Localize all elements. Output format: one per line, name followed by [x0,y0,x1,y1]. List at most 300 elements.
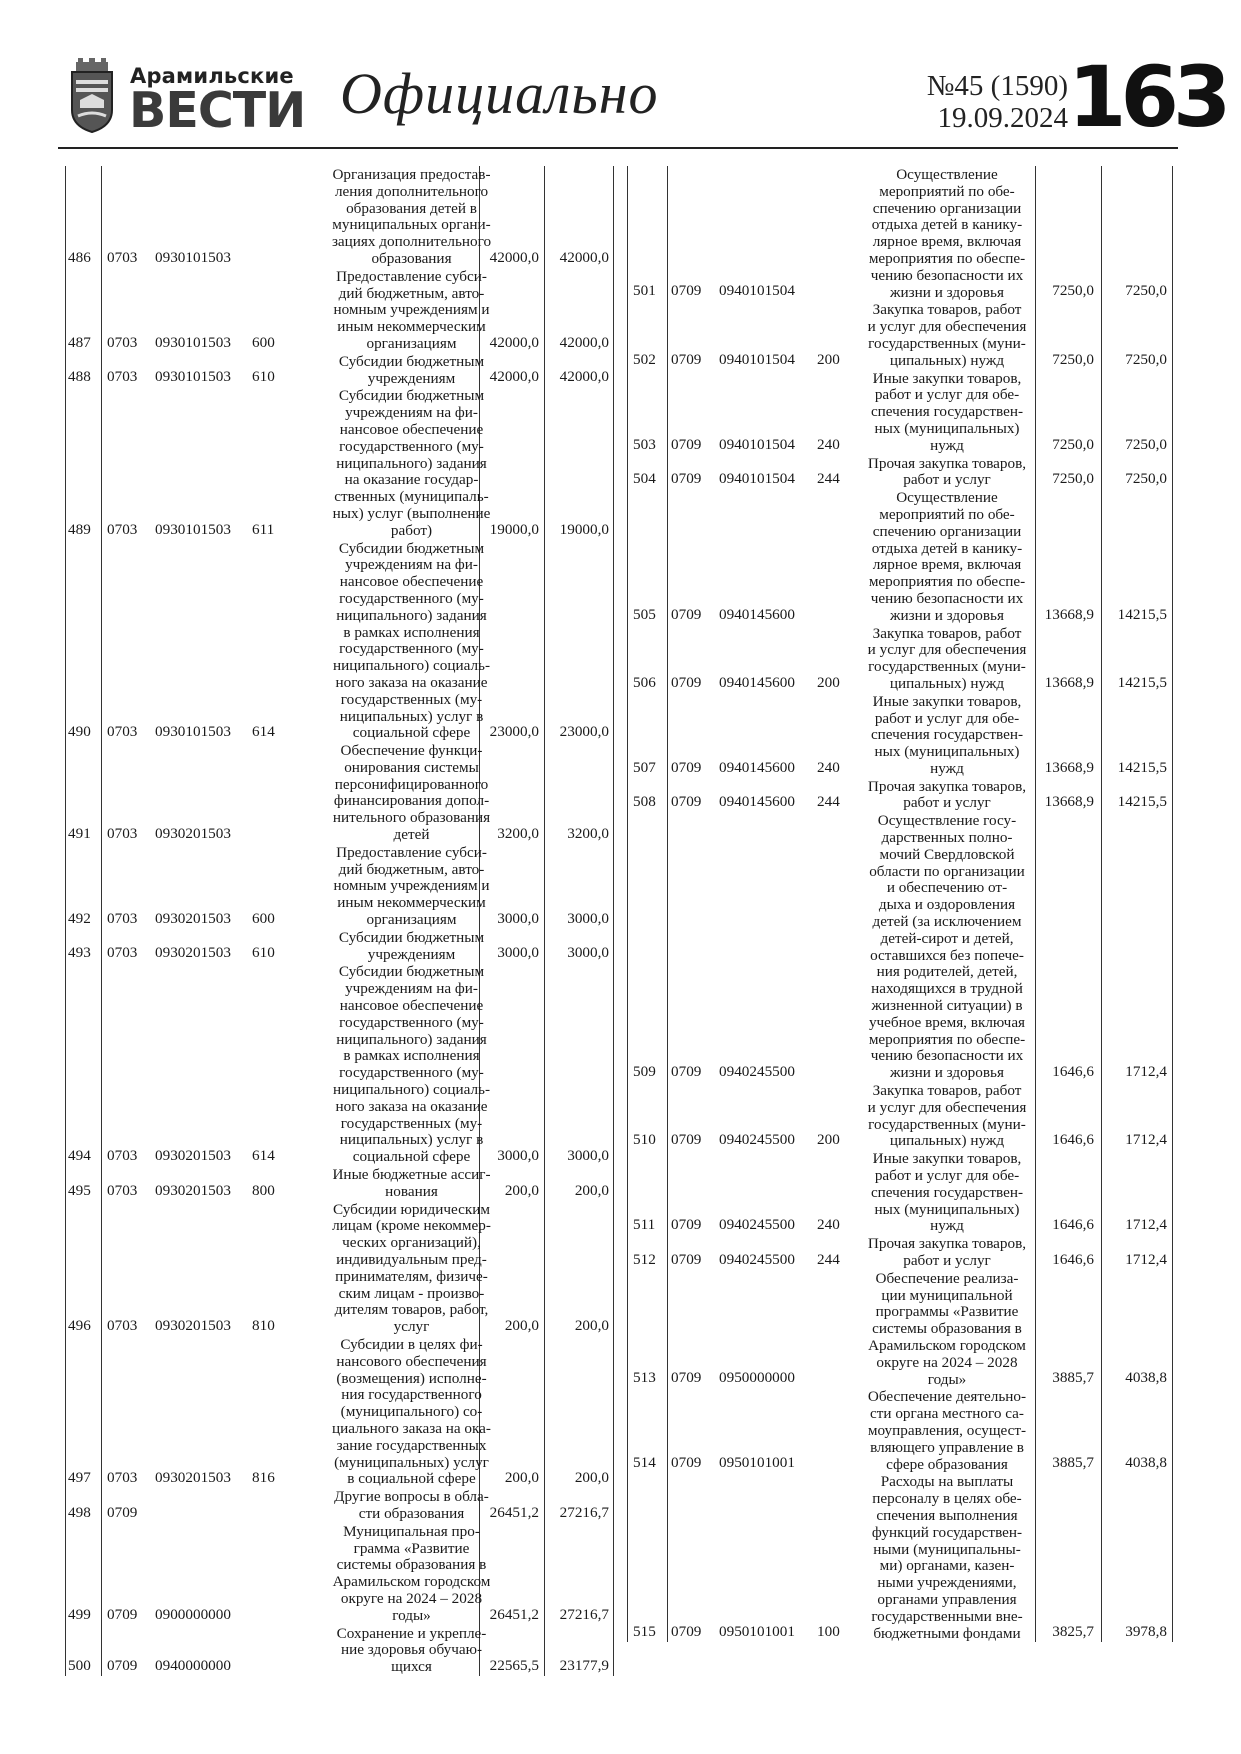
description-line: номным учреждениям и [333,301,490,319]
description-line: учреждениям [367,369,456,387]
description-line: принимателям, физиче- [335,1267,488,1285]
target-code: 0950101001 [719,1454,795,1472]
row-number: 506 [633,673,656,691]
description-line: социальной сфере [352,1148,471,1166]
table-row [65,353,614,388]
description-line: ским лицам - произво- [338,1284,485,1302]
target-code: 0940101504 [719,435,795,453]
description-line: ления дополнительного [334,182,489,200]
amount-2026: 4038,8 [1125,1454,1167,1472]
description-line: жизни и здоровья [890,283,1004,301]
row-number: 496 [68,1316,91,1334]
description-line: ниципального) задания [336,454,487,472]
row-description [847,370,1047,455]
amount-2025: 3885,7 [1052,1454,1094,1472]
description-line: учреждениям на фи- [345,556,478,574]
description-line: ципальных) нужд [889,1132,1005,1150]
description-line: организациям [366,911,457,929]
amount-2025: 1646,6 [1052,1063,1094,1081]
expense-type-code: 244 [817,470,840,488]
description-line: ния родителей, детей, [876,963,1018,981]
section-code: 0709 [107,1656,138,1674]
row-number: 502 [633,350,656,368]
description-line: Обеспечение функци- [340,742,483,760]
amount-2026: 7250,0 [1125,435,1167,453]
description-line: услуг [393,1318,430,1336]
amount-2026: 1712,4 [1125,1216,1167,1234]
section-code: 0709 [671,1623,702,1641]
amount-2025: 7250,0 [1052,350,1094,368]
row-description [847,1082,1047,1150]
row-description [847,489,1047,624]
row-number: 490 [68,723,91,741]
expense-type-code: 200 [817,350,840,368]
row-number: 497 [68,1469,91,1487]
section-code: 0709 [671,350,702,368]
amount-2026: 7250,0 [1125,350,1167,368]
target-code: 0930201503 [155,909,231,927]
description-line: Сохранение и укрепле- [336,1624,487,1642]
description-line: государственных (муни- [868,658,1026,676]
row-description [284,1336,539,1488]
description-line: онирования системы [344,758,479,776]
amount-2026: 3000,0 [567,944,609,962]
expense-type-code: 100 [817,1623,840,1641]
description-line: Субсидии бюджетным [338,352,485,370]
description-line: ниципального) социаль- [332,657,491,675]
description-line: Муниципальная про- [343,1522,480,1540]
row-number: 489 [68,520,91,538]
description-line: спечения государствен- [870,1183,1024,1201]
amount-2026: 7250,0 [1125,470,1167,488]
section-code: 0709 [671,1250,702,1268]
description-line: округе на 2024 – 2028 [876,1353,1018,1371]
row-number: 488 [68,368,91,386]
target-code: 0940245500 [719,1131,795,1149]
section-code: 0709 [671,1216,702,1234]
row-number: 495 [68,1181,91,1199]
description-line: государственных (му- [340,1114,483,1132]
description-line: образования [371,249,452,267]
issue-info [868,70,1068,134]
description-line: индивидуальным пред- [336,1251,487,1268]
description-line: ции муниципальной [881,1286,1013,1304]
description-line: на оказание государ- [344,471,479,489]
row-description [847,1235,1047,1270]
description-line: ными (муниципальны- [873,1540,1021,1558]
description-line: ниципальных) услуг в [339,1131,484,1149]
amount-2026: 1712,4 [1125,1250,1167,1268]
description-line: функций государствен- [871,1523,1023,1541]
amount-2025: 200,0 [504,1181,539,1199]
description-line: нансовое обеспечение [339,997,484,1015]
expense-type-code: 240 [817,758,840,776]
description-line: Обеспечение деятельно- [867,1388,1027,1406]
table-row [627,166,1173,301]
target-code: 0930201503 [155,824,231,842]
target-code: 0940145600 [719,793,795,811]
description-line: спечению организации [872,522,1022,540]
row-number: 514 [633,1454,656,1472]
issue-number: №45 (1590) [926,70,1068,102]
description-line: дарственных полно- [881,829,1013,847]
row-description [847,693,1047,778]
description-line: государственного (му- [339,640,484,658]
description-line: спечения государствен- [870,726,1024,744]
target-code: 0940245500 [719,1216,795,1234]
description-line: иным некоммерческим [337,318,486,336]
table-row [65,844,614,929]
description-line: работ и услуг [903,794,991,812]
description-line: ниципального) социаль- [332,1081,491,1099]
description-line: Прочая закупка товаров, [867,1235,1027,1253]
amount-2025: 13668,9 [1044,758,1094,776]
row-description [847,166,1047,301]
description-line: мероприятия по обеспе- [868,573,1026,591]
expense-type-code: 600 [252,333,275,351]
amount-2026: 3978,8 [1125,1623,1167,1641]
description-line: нужд [930,759,964,777]
section-code: 0709 [671,1454,702,1472]
description-line: организациям [366,334,457,352]
target-code: 0930101503 [155,520,231,538]
description-line: детей (за исключением [872,913,1022,931]
section-code: 0709 [671,605,702,623]
description-line: спечению организации [872,199,1022,217]
description-line: Субсидии в целях фи- [340,1335,483,1353]
expense-type-code: 610 [252,944,275,962]
amount-2026: 27216,7 [559,1605,609,1623]
amount-2025: 22565,5 [489,1656,539,1674]
description-line: финансирования допол- [333,792,490,810]
amount-2026: 7250,0 [1125,282,1167,300]
amount-2026: 14215,5 [1117,605,1167,623]
section-code: 0709 [671,435,702,453]
amount-2025: 7250,0 [1052,470,1094,488]
table-row [627,301,1173,369]
row-number: 500 [68,1656,91,1674]
description-line: Арамильском городском [868,1336,1026,1354]
expense-type-code: 200 [817,673,840,691]
target-code: 0930101503 [155,723,231,741]
amount-2026: 200,0 [574,1181,609,1199]
description-line: мероприятия по обеспе- [868,249,1026,267]
description-line: жизни и здоровья [890,606,1004,624]
description-line: дителям товаров, работ, [334,1301,489,1319]
amount-2026: 27216,7 [559,1503,609,1521]
section-code: 0703 [107,248,138,266]
amount-2025: 3000,0 [497,944,539,962]
description-line: циального заказа на ока- [332,1419,491,1437]
amount-2025: 3200,0 [497,824,539,842]
amount-2026: 4038,8 [1125,1369,1167,1387]
table-row [65,929,614,964]
description-line: лярное время, включая [872,233,1022,251]
description-line: бюджетными фондами [873,1624,1021,1642]
description-line: мочий Свердловской [879,845,1015,863]
amount-2026: 3000,0 [567,909,609,927]
section-code: 0703 [107,723,138,741]
description-line: в рамках исполнения [343,623,480,641]
table-row [65,742,614,844]
description-line: грамма «Развитие [353,1539,470,1557]
table-row [65,1523,614,1625]
description-line: государственных (муни- [868,334,1026,352]
page-header [58,48,1226,146]
expense-type-code: 614 [252,1147,275,1165]
description-line: нужд [930,436,964,454]
row-number: 492 [68,909,91,927]
target-code: 0930101503 [155,248,231,266]
table-row [627,1473,1173,1642]
description-line: Иные закупки товаров, [872,692,1022,710]
row-number: 505 [633,605,656,623]
logo-main-text: ВЕСТИ [129,82,306,139]
description-line: Иные бюджетные ассиг- [332,1166,491,1184]
target-code: 0950000000 [719,1369,795,1387]
target-code: 0930201503 [155,1181,231,1199]
amount-2026: 14215,5 [1117,673,1167,691]
row-number: 503 [633,435,656,453]
description-line: моуправления, осущест- [867,1421,1027,1439]
description-line: нансовое обеспечение [339,573,484,591]
description-line: в социальной сфере [347,1470,476,1488]
description-line: жизни и здоровья [890,1064,1004,1082]
target-code: 0940000000 [155,1656,231,1674]
row-description [847,1388,1047,1473]
amount-2025: 200,0 [504,1469,539,1487]
row-number: 510 [633,1131,656,1149]
expense-type-code: 200 [817,1131,840,1149]
description-line: сти органа местного са- [870,1405,1024,1423]
row-description [847,1270,1047,1389]
description-line: находящихся в трудной [871,980,1023,998]
table-row [65,387,614,539]
section-code: 0703 [107,824,138,842]
section-code: 0709 [671,673,702,691]
section-title: Официально [340,61,659,126]
description-line: ципальных) нужд [889,674,1005,692]
description-line: и услуг для обеспечения [867,641,1027,659]
description-line: ного заказа на оказание [335,673,488,691]
target-code: 0940101504 [719,282,795,300]
expense-type-code: 800 [252,1181,275,1199]
description-line: работ и услуг [903,1252,991,1269]
description-line: отдыха детей в канику- [871,216,1023,234]
expense-type-code: 810 [252,1316,275,1334]
amount-2025: 42000,0 [489,248,539,266]
table-row [65,268,614,353]
description-line: Закупка товаров, работ [872,1082,1022,1100]
amount-2025: 1646,6 [1052,1131,1094,1149]
amount-2025: 19000,0 [489,520,539,538]
description-line: мероприятий по обе- [879,505,1015,523]
description-line: системы образования в [872,1320,1022,1338]
amount-2025: 7250,0 [1052,282,1094,300]
amount-2026: 200,0 [574,1316,609,1334]
description-line: Осуществление [896,489,998,507]
row-number: 487 [68,333,91,351]
section-code: 0703 [107,1181,138,1199]
target-code: 0930201503 [155,944,231,962]
table-row [65,1625,614,1676]
description-line: социальной сфере [352,724,471,742]
row-description [284,387,539,539]
description-line: и услуг для обеспечения [867,1098,1027,1116]
table-row [627,693,1173,778]
section-code: 0703 [107,1316,138,1334]
description-line: муниципальных органи- [332,216,491,234]
description-line: округе на 2024 – 2028 [340,1589,483,1607]
amount-2026: 14215,5 [1117,793,1167,811]
expense-type-code: 816 [252,1469,275,1487]
amount-2025: 13668,9 [1044,605,1094,623]
description-line: работ и услуг для обе- [874,709,1020,727]
description-line: ниципальных) услуг в [339,707,484,725]
description-line: мероприятий по обе- [879,182,1015,200]
row-number: 504 [633,470,656,488]
table-row [627,1150,1173,1235]
description-line: работ и услуг для обе- [874,1167,1020,1185]
description-line: ных (муниципальных) [874,419,1020,437]
section-code: 0703 [107,520,138,538]
table-row [627,1388,1173,1473]
section-code: 0703 [107,1469,138,1487]
description-line: (муниципального) со- [340,1403,483,1421]
description-line: иным некоммерческим [337,894,486,912]
amount-2026: 3000,0 [567,1147,609,1165]
row-number: 494 [68,1147,91,1165]
description-line: (возмещения) исполне- [336,1369,487,1387]
amount-2025: 3000,0 [497,909,539,927]
description-line: системы образования в [336,1556,487,1574]
table-row [627,1270,1173,1389]
description-line: учреждениям на фи- [345,980,478,998]
issue-date: 19.09.2024 [937,102,1068,134]
description-line: Осуществление госу- [877,812,1017,830]
description-line: ными учреждениями, [877,1574,1017,1592]
description-line: области по организации [869,862,1025,880]
description-line: детей-сирот и детей, [880,929,1014,947]
description-line: чению безопасности их [870,589,1024,607]
row-number: 491 [68,824,91,842]
target-code: 0940145600 [719,673,795,691]
section-code: 0709 [107,1605,138,1623]
description-line: Иные закупки товаров, [872,1150,1022,1168]
section-code: 0709 [671,470,702,488]
description-line: персоналу в целях обе- [872,1490,1022,1508]
description-line: мероприятия по обеспе- [868,1030,1026,1048]
description-line: государственного (му- [339,437,484,455]
section-code: 0709 [671,793,702,811]
amount-2025: 13668,9 [1044,793,1094,811]
amount-2026: 42000,0 [559,368,609,386]
description-line: ми) органами, казен- [879,1557,1015,1575]
description-line: государственных (му- [340,690,483,708]
description-line: учреждениям [367,945,456,963]
amount-2025: 3885,7 [1052,1369,1094,1387]
page-number: 163 [1068,48,1226,146]
row-number: 493 [68,944,91,962]
amount-2026: 42000,0 [559,248,609,266]
amount-2025: 42000,0 [489,368,539,386]
description-line: сти образования [358,1504,465,1522]
description-line: и услуг для обеспечения [867,318,1027,336]
description-line: Иные закупки товаров, [872,369,1022,387]
description-line: дыха и оздоровления [878,896,1016,914]
amount-2025: 1646,6 [1052,1216,1094,1234]
amount-2025: 42000,0 [489,333,539,351]
description-line: Расходы на выплаты [880,1473,1014,1491]
row-description [847,1150,1047,1235]
table-row [65,1336,614,1488]
description-line: чению безопасности их [870,1047,1024,1065]
description-line: годы» [927,1370,967,1388]
description-line: лицам (кроме некоммер- [332,1217,491,1235]
section-code: 0709 [107,1503,138,1521]
row-description [847,301,1047,369]
amount-2026: 19000,0 [559,520,609,538]
description-line: учреждениям на фи- [345,404,478,422]
description-line: спечения выполнения [876,1506,1018,1524]
row-number: 499 [68,1605,91,1623]
amount-2026: 14215,5 [1117,758,1167,776]
target-code: 0940101504 [719,350,795,368]
row-number: 513 [633,1369,656,1387]
description-line: нансового обеспечения [336,1352,487,1370]
description-line: образования детей в [346,199,477,217]
expense-type-code: 240 [817,435,840,453]
logo-top-text: Арамильские [130,64,294,88]
description-line: ных (муниципальных) [874,1200,1020,1218]
target-code: 0940145600 [719,605,795,623]
description-line: жизненной ситуации) в [871,997,1023,1015]
row-description [284,1201,539,1336]
description-line: щихся [391,1658,432,1676]
description-line: ния государственного [341,1386,482,1404]
description-line: Субсидии юридическим [332,1200,491,1218]
expense-type-code: 244 [817,793,840,811]
city-crest-icon [66,58,118,134]
description-line: ципальных) нужд [889,351,1005,369]
description-line: Субсидии бюджетным [338,928,485,946]
table-row [627,625,1173,693]
row-description [284,963,539,1166]
description-line: дий бюджетным, авто- [338,284,485,302]
table-row [65,1166,614,1201]
newspaper-logo[interactable] [66,58,306,138]
description-line: Прочая закупка товаров, [867,777,1027,795]
description-line: спечения государствен- [870,403,1024,421]
description-line: Предоставление субси- [336,843,487,861]
section-code: 0703 [107,333,138,351]
budget-table-right [627,166,1173,1642]
target-code: 0930201503 [155,1469,231,1487]
description-line: Другие вопросы в обла- [334,1488,489,1506]
description-line: нительного образования [332,809,491,827]
table-row [627,1235,1173,1270]
expense-type-code: 610 [252,368,275,386]
description-line: органами управления [877,1590,1017,1608]
description-line: государственного (му- [339,589,484,607]
expense-type-code: 611 [252,520,275,538]
description-line: ческих организаций), [342,1234,481,1252]
description-line: зание государственных [336,1436,487,1454]
amount-2025: 200,0 [504,1316,539,1334]
description-line: номным учреждениям и [333,877,490,895]
row-description [847,1473,1047,1642]
description-line: чению безопасности их [870,266,1024,284]
